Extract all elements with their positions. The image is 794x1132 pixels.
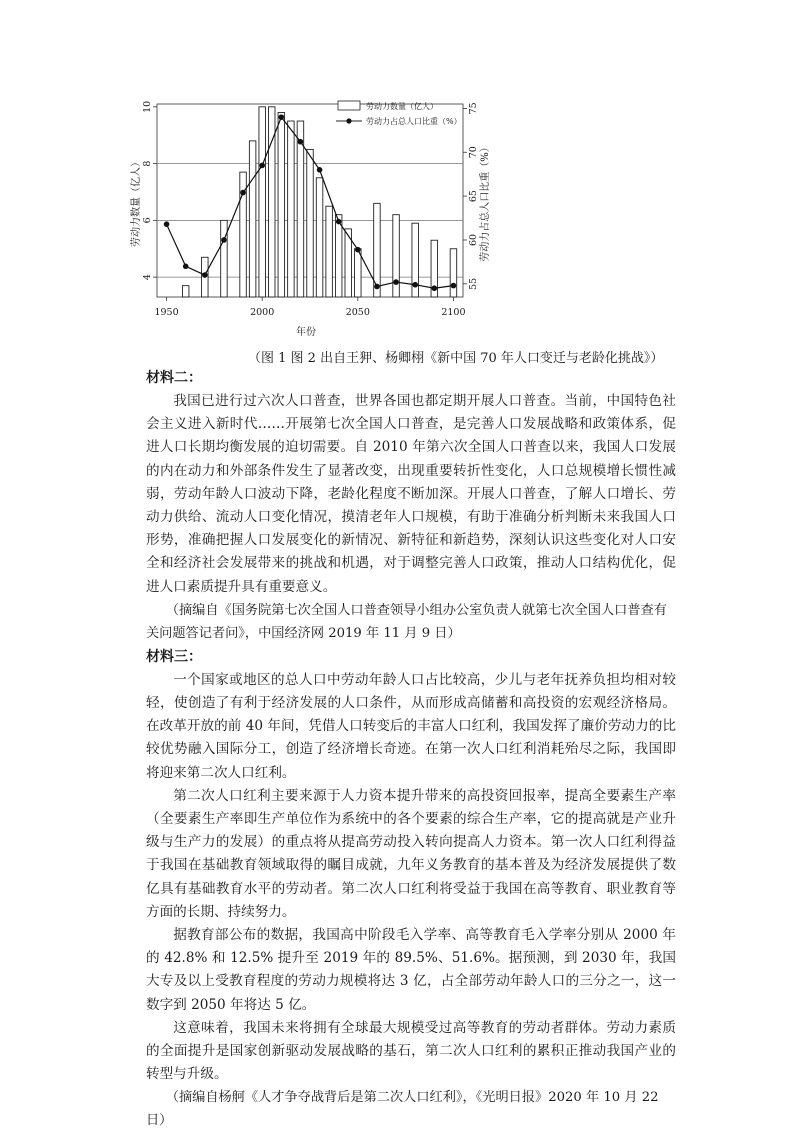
y-right-axis-title: 劳动力占总人口比重（%） <box>480 142 491 262</box>
bar <box>326 206 333 297</box>
x-tick-label: 2000 <box>250 307 275 318</box>
bar <box>297 121 304 297</box>
material2-source: （摘编自《国务院第七次全国人口普查领导小组办公室负责人就第七次全国人口普查有关问题答记者问》，中国经济网 2019 年 11 月 9 日） <box>146 602 667 641</box>
bar <box>335 215 342 297</box>
bar <box>450 249 457 297</box>
material3-paragraph-3: 据教育部公布的数据，我国高中阶段毛入学率、高等教育毛入学率分别从 2000 年的 42.8% 和 12.5% 提升至 2019 年的 89.5%、51.6%。据预测，到 2030 年，我国大专及以上受教育程度的劳动力规模将达 3 亿，占全部劳动年龄人口的三分之一，这一数字到 2050 年将达 5 亿。 <box>146 927 676 1013</box>
material3-paragraph-2: 第二次人口红利主要来源于人力资本提升带来的高投资回报率，提高全要素生产率（全要素生产率即生产单位作为系统中的各个要素的综合生产率，它的提高就是产业升级与生产力的发展）的重点将从提高劳动投入转向提高人力资本。第一次人口红利得益于我国在基础教育领域取得的瞩目成就，九年义务教育的基本普及为经济发展提供了数亿具有基础教育水平的劳动者。第二次人口红利将受益于我国在高等教育、职业教育等方面的长期、持续努力。 <box>146 787 676 920</box>
bar <box>288 121 295 297</box>
y-left-tick-label: 6 <box>142 217 153 224</box>
bar-series <box>182 107 456 297</box>
line-point <box>240 190 246 196</box>
line-point <box>183 263 189 269</box>
legend-line-label: 劳动力占总人口比重（%） <box>366 117 462 126</box>
legend <box>336 101 462 126</box>
y-right-tick-label: 55 <box>468 277 479 290</box>
bar <box>307 149 314 297</box>
bar <box>355 249 362 297</box>
material3-paragraph-1: 一个国家或地区的总人口中劳动年龄人口占比较高，少儿与老年抚养负担均相对较轻，使创造了有利于经济发展的人口条件，从而形成高储蓄和高投资的宏观经济格局。在改革开放的前 40 年间，凭借人口转变后的丰富人口红利，我国发挥了廉价劳动力的比较优势融入国际分工，创造了经济增长奇迹。在第一次人口红利消耗殆尽之际，我国即将迎来第二次人口红利。 <box>146 671 676 781</box>
bar <box>259 107 266 297</box>
line-point <box>374 284 380 290</box>
labor-chart <box>0 0 794 345</box>
y-right-tick-label: 75 <box>468 102 479 115</box>
line-point <box>393 279 399 285</box>
line-point <box>432 285 438 291</box>
line-point <box>259 163 265 169</box>
y-right-tick-label: 70 <box>468 146 479 159</box>
y-right-tick-label: 60 <box>468 233 479 247</box>
line-point <box>279 114 285 120</box>
x-axis <box>154 297 465 318</box>
x-tick-label: 2100 <box>441 307 466 318</box>
y-left-axis-title: 劳动力数量（亿人） <box>131 157 142 247</box>
bar <box>316 178 323 297</box>
y-right-tick-label: 65 <box>468 190 479 203</box>
line-point <box>202 272 208 278</box>
bar <box>249 141 256 297</box>
y-left-tick-label: 8 <box>142 160 153 167</box>
line-point <box>412 282 418 288</box>
figure-caption: （图 1 图 2 出自王狎、杨卿栩《新中国 70 年人口变迁与老龄化挑战》） <box>248 351 664 366</box>
line-point <box>221 237 227 243</box>
line-point <box>336 219 342 225</box>
line-point <box>355 247 361 253</box>
legend-bar-label: 劳动力数量（亿人） <box>366 102 438 111</box>
line-point <box>164 221 170 227</box>
legend-bar-swatch <box>338 101 360 110</box>
line-point <box>451 283 457 289</box>
material3-paragraph-4: 这意味着，我国未来将拥有全球最大规模受过高等教育的劳动者群体。劳动力素质的全面提升是国家创新驱动发展战略的基石，第二次人口红利的累积正推动我国产业的转型与升级。 <box>146 1019 676 1083</box>
y-left-tick-label: 10 <box>142 100 153 113</box>
material2-heading: 材料二： <box>146 370 202 386</box>
legend-line-marker <box>346 118 351 123</box>
line-point <box>298 139 304 145</box>
material2-paragraph: 我国已进行过六次人口普查，世界各国也都定期开展人口普查。当前，中国特色社会主义进入新时代……开展第七次全国人口普查，是完善人口发展战略和政策体系，促进人口长期均衡发展的迫切需要。自 2010 年第六次全国人口普查以来，我国人口发展的内在动力和外部条件发生了显著改变，出现重要转折性变化，人口总规模增长惯性减弱，劳动年龄人口波动下降，老龄化程度不断加深。开展人口普查，了解人口增长、劳动力供给、流动人口变化情况，摸清老年人口规模，有助于准确分析判断未来我国人口形势，准确把握人口发展变化的新情况、新特征和新趋势，深刻认识这些变化对人口安全和经济社会发展带来的挑战和机遇，对于调整完善人口政策，推动人口结构优化，促进人口素质提升具有重要意义。 <box>146 393 676 595</box>
x-tick-label: 1950 <box>154 307 179 318</box>
bar <box>182 286 189 297</box>
y-left-tick-label: 4 <box>142 274 153 281</box>
x-tick-label: 2050 <box>345 307 370 318</box>
line-point <box>317 167 323 173</box>
bar <box>278 113 285 297</box>
x-axis-title: 年份 <box>296 327 316 338</box>
y-axis-right <box>463 102 479 290</box>
bar <box>221 220 228 297</box>
y-axis-left <box>142 101 157 280</box>
document-body <box>146 367 676 1132</box>
material3-source: （摘编自杨舸《人才争夺战背后是第二次人口红利》，《光明日报》2020 年 10 月 22 日） <box>146 1090 659 1129</box>
material3-heading: 材料三： <box>146 648 202 665</box>
